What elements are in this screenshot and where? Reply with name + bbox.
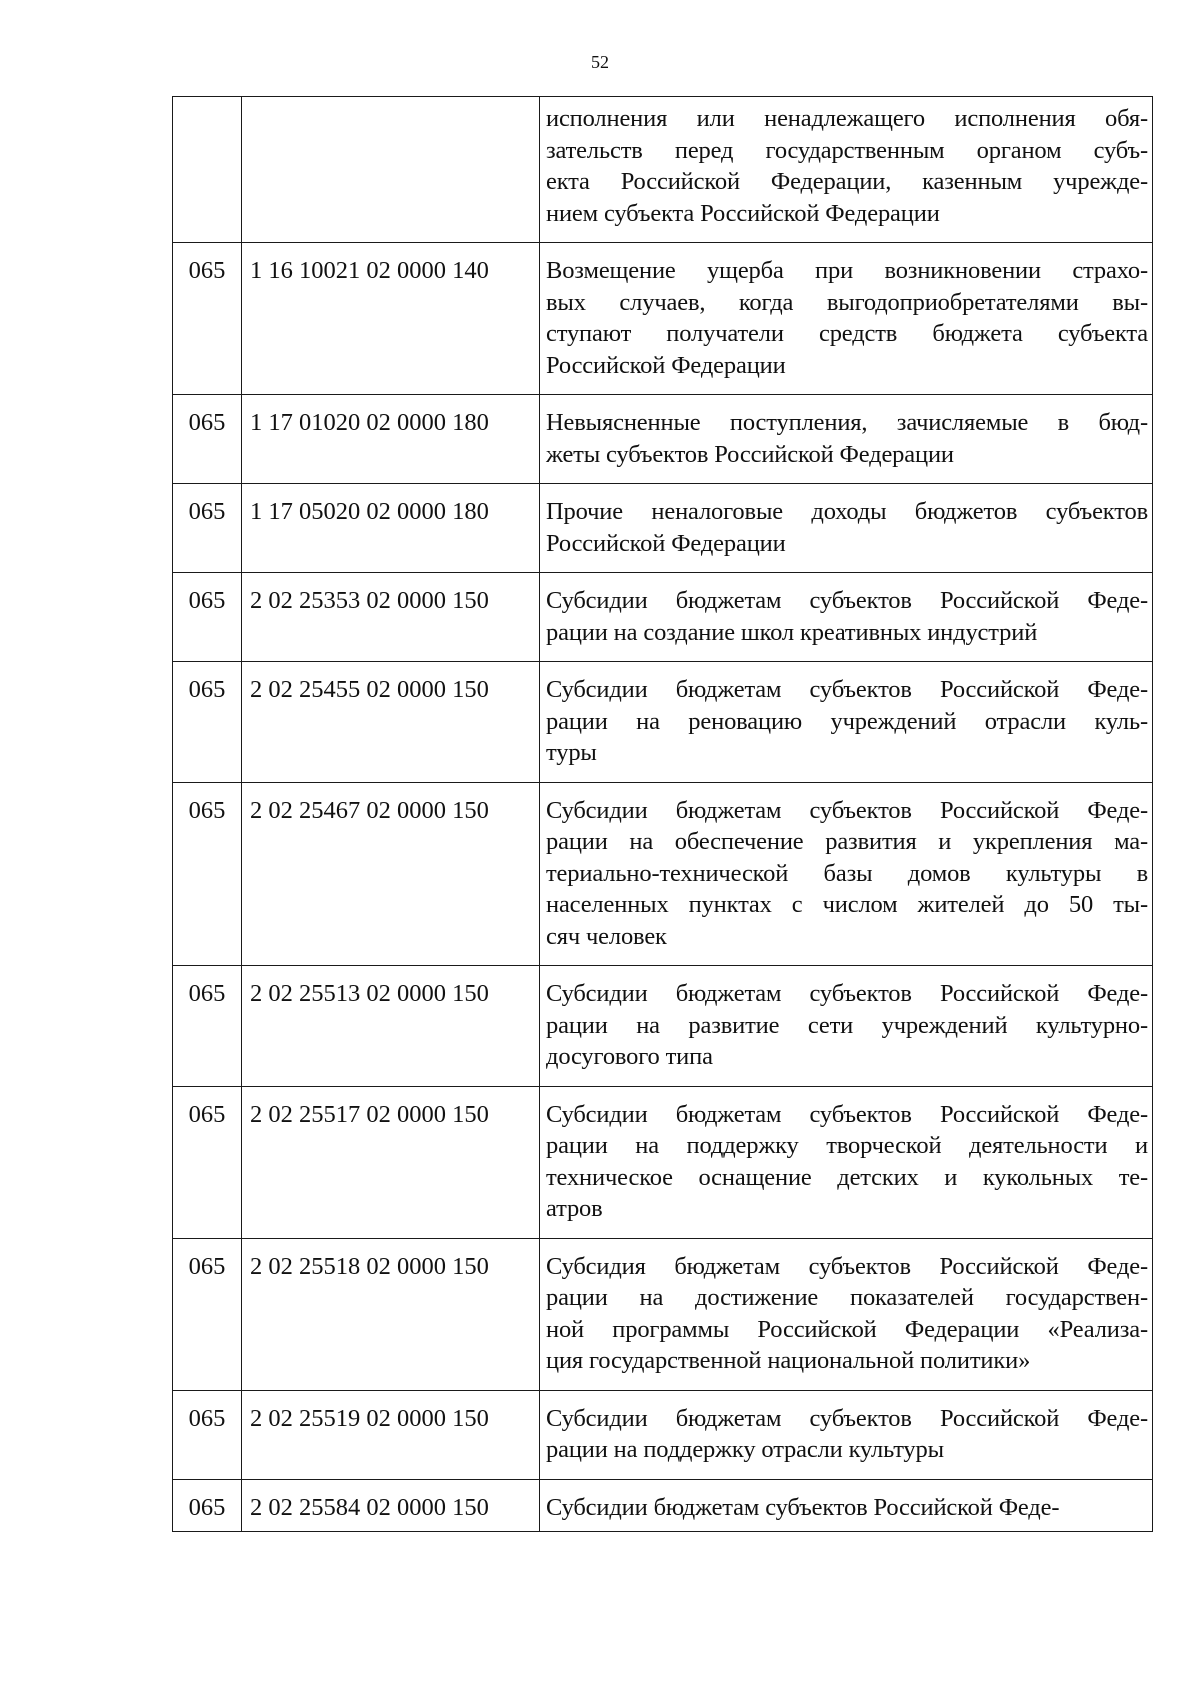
table-row — [173, 966, 1153, 1087]
kbk-code-cell — [242, 97, 540, 243]
description-line: зательств перед государственным органом субъ- — [546, 136, 1148, 164]
description-cell — [540, 484, 1153, 573]
description-line: Российской Федерации — [546, 351, 786, 379]
description-line: нием субъекта Российской Федерации — [546, 199, 940, 227]
description-text — [546, 255, 1148, 381]
description-line: Субсидии бюджетам субъектов Российской Феде- — [546, 1493, 1060, 1521]
admin-code-cell: 065 — [173, 243, 242, 395]
description-line: вых случаев, когда выгодоприобретателями вы- — [546, 288, 1148, 316]
description-line: ступают получатели средств бюджета субъекта — [546, 320, 1148, 347]
description-line: рации на достижение показателей государствен- — [546, 1284, 1148, 1311]
description-line: екта Российской Федерации, казенным учрежде- — [546, 168, 1148, 195]
description-line: рации на обеспечение развития и укрепления ма- — [546, 828, 1148, 855]
table-row — [173, 243, 1153, 395]
description-text — [546, 103, 1148, 229]
description-text — [546, 978, 1148, 1073]
description-line: атров — [546, 1195, 603, 1222]
kbk-code-cell: 1 17 01020 02 0000 180 — [242, 395, 540, 484]
kbk-code-cell: 2 02 25518 02 0000 150 — [242, 1238, 540, 1390]
description-line: Возмещение ущерба при возникновении страхо- — [546, 257, 1148, 284]
description-line: туры — [546, 739, 597, 766]
description-line: ция государственной национальной политики» — [546, 1347, 1031, 1374]
table-row — [173, 1086, 1153, 1238]
kbk-code-cell: 2 02 25455 02 0000 150 — [242, 662, 540, 783]
table-row — [173, 97, 1153, 243]
admin-code-cell: 065 — [173, 1479, 242, 1532]
description-text — [546, 1099, 1148, 1225]
description-text — [546, 407, 1148, 470]
table-row — [173, 1479, 1153, 1532]
admin-code-cell: 065 — [173, 395, 242, 484]
description-line: Субсидии бюджетам субъектов Российской Феде- — [546, 980, 1148, 1007]
admin-code-cell: 065 — [173, 966, 242, 1087]
admin-code-cell: 065 — [173, 1238, 242, 1390]
kbk-code-cell: 2 02 25467 02 0000 150 — [242, 782, 540, 966]
table-row — [173, 1390, 1153, 1479]
description-line: рации на развитие сети учреждений культурно- — [546, 1011, 1148, 1039]
description-line: рации на поддержку отрасли культуры — [546, 1436, 944, 1463]
budget-classification-table — [172, 96, 1153, 1532]
description-line: Субсидии бюджетам субъектов Российской Феде- — [546, 587, 1148, 614]
admin-code-cell: 065 — [173, 1390, 242, 1479]
description-line: населенных пунктах с числом жителей до 50 ты- — [546, 891, 1148, 918]
description-cell — [540, 782, 1153, 966]
admin-code-cell: 065 — [173, 573, 242, 662]
description-cell — [540, 1390, 1153, 1479]
description-cell — [540, 573, 1153, 662]
description-cell — [540, 1086, 1153, 1238]
description-line: Невыясненные поступления, зачисляемые в бюд- — [546, 409, 1148, 436]
description-line: рации на реновацию учреждений отрасли куль- — [546, 707, 1148, 735]
kbk-code-cell: 2 02 25519 02 0000 150 — [242, 1390, 540, 1479]
description-text — [546, 795, 1148, 953]
table-row — [173, 1238, 1153, 1390]
description-line: рации на поддержку творческой деятельности и — [546, 1132, 1148, 1159]
description-line: досугового типа — [546, 1043, 713, 1070]
description-line: рации на создание школ креативных индустрий — [546, 618, 1038, 646]
admin-code-cell: 065 — [173, 662, 242, 783]
description-cell — [540, 662, 1153, 783]
description-line: Субсидии бюджетам субъектов Российской Феде- — [546, 1100, 1148, 1128]
description-line: Субсидии бюджетам субъектов Российской Феде- — [546, 796, 1148, 824]
description-text — [546, 496, 1148, 559]
table-row — [173, 573, 1153, 662]
admin-code-cell: 065 — [173, 782, 242, 966]
description-cell — [540, 395, 1153, 484]
description-line: ной программы Российской Федерации «Реализа- — [546, 1315, 1148, 1343]
kbk-code-cell: 2 02 25353 02 0000 150 — [242, 573, 540, 662]
description-line: жеты субъектов Российской Федерации — [546, 440, 954, 468]
table-body — [173, 97, 1153, 1532]
description-line: Субсидии бюджетам субъектов Российской Феде- — [546, 676, 1148, 703]
page-number: 52 — [591, 52, 609, 72]
kbk-code-cell: 2 02 25513 02 0000 150 — [242, 966, 540, 1087]
description-line: Субсидии бюджетам субъектов Российской Феде- — [546, 1404, 1148, 1432]
description-cell — [540, 97, 1153, 243]
table-row — [173, 484, 1153, 573]
admin-code-cell: 065 — [173, 1086, 242, 1238]
description-text — [546, 585, 1148, 648]
kbk-code-cell: 1 17 05020 02 0000 180 — [242, 484, 540, 573]
table-row — [173, 395, 1153, 484]
table-row — [173, 782, 1153, 966]
description-cell — [540, 1238, 1153, 1390]
description-text — [546, 1492, 1148, 1524]
description-line: Субсидия бюджетам субъектов Российской Феде- — [546, 1252, 1148, 1280]
table-row — [173, 662, 1153, 783]
description-cell — [540, 1479, 1153, 1532]
description-text — [546, 1403, 1148, 1466]
description-line: техническое оснащение детских и кукольных те- — [546, 1163, 1148, 1191]
admin-code-cell — [173, 97, 242, 243]
description-cell — [540, 966, 1153, 1087]
description-line: Прочие неналоговые доходы бюджетов субъектов — [546, 498, 1148, 525]
description-line: исполнения или ненадлежащего исполнения обя- — [546, 105, 1148, 132]
description-text — [546, 1251, 1148, 1377]
description-line: сяч человек — [546, 922, 667, 950]
description-cell — [540, 243, 1153, 395]
admin-code-cell: 065 — [173, 484, 242, 573]
description-line: Российской Федерации — [546, 529, 786, 557]
description-text — [546, 674, 1148, 769]
kbk-code-cell: 1 16 10021 02 0000 140 — [242, 243, 540, 395]
kbk-code-cell: 2 02 25517 02 0000 150 — [242, 1086, 540, 1238]
kbk-code-cell: 2 02 25584 02 0000 150 — [242, 1479, 540, 1532]
description-line: териально-технической базы домов культуры в — [546, 859, 1148, 887]
